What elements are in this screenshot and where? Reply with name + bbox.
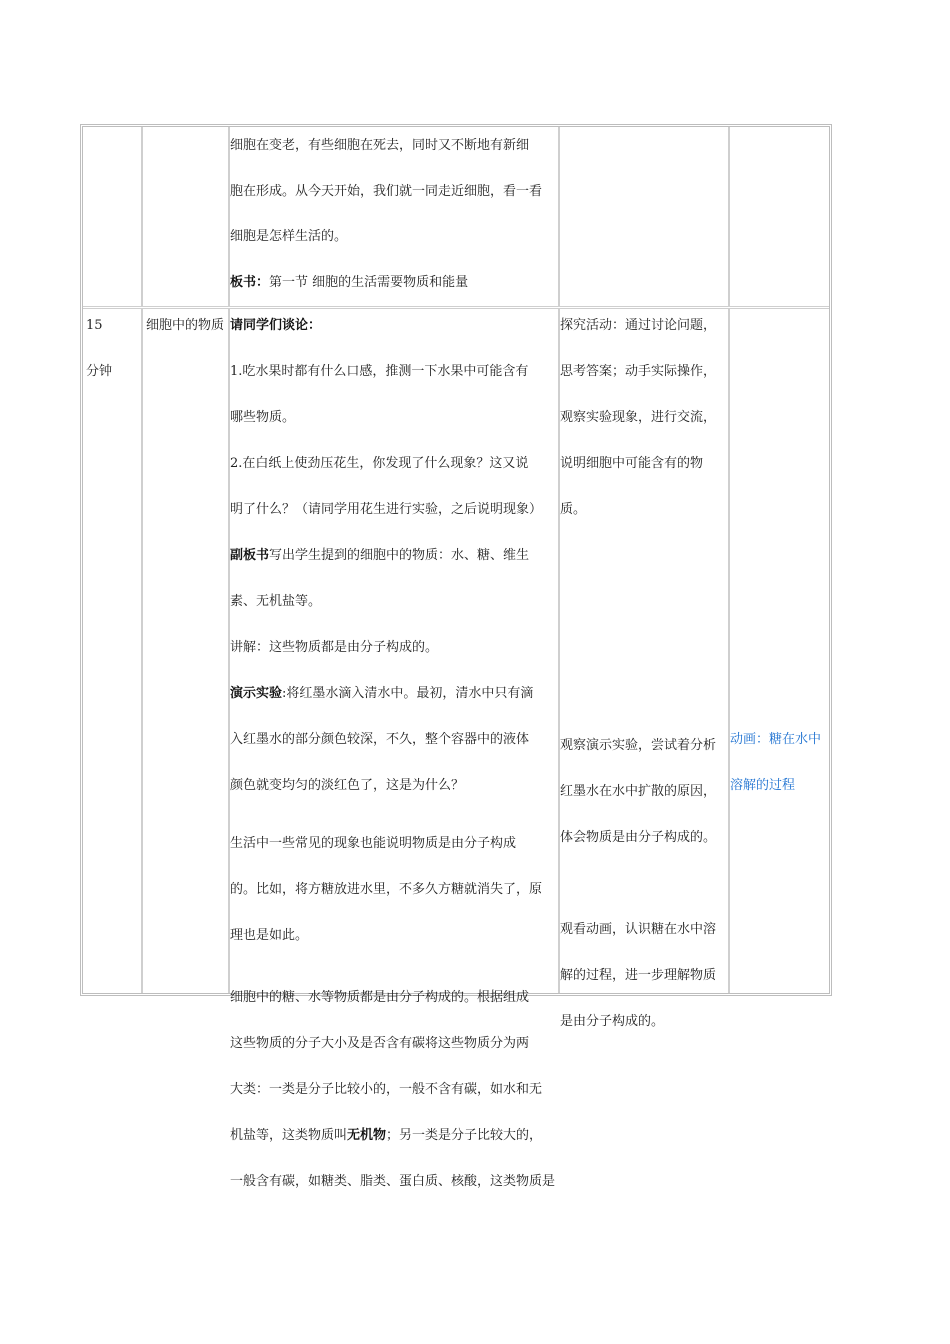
inorganic-line (230, 1127, 542, 1145)
explain-line: 讲解：这些物质都是由分子构成的。 (230, 640, 439, 655)
discuss-heading (230, 317, 321, 335)
inorganic-pre: 机盐等，这类物质叫 (230, 1128, 348, 1143)
table-row (83, 127, 829, 309)
content-line: 2.在白纸上使劲压花生，你发现了什么现象？这又说 (230, 456, 529, 471)
student-line: 红墨水在水中扩散的原因， (560, 784, 717, 799)
content-line: 的。比如，将方糖放进水里，不多久方糖就消失了，原 (230, 882, 543, 897)
table-row (83, 309, 829, 1189)
content-line: 理也是如此。 (230, 928, 309, 943)
student-line: 观察实验现象，进行交流， (560, 410, 717, 425)
board-line (230, 274, 468, 292)
topic-cell (143, 127, 230, 306)
student-line: 观看动画，认识糖在水中溶 (560, 922, 717, 937)
inorganic-post: ；另一类是分子比较大的， (386, 1128, 543, 1143)
content-line: 入红墨水的部分颜色较深，不久，整个容器中的液体 (230, 732, 530, 747)
board-text: 第一节 细胞的生活需要物质和能量 (269, 275, 469, 290)
student-line: 质。 (560, 502, 587, 517)
media-link[interactable]: 动画：糖在水中 (730, 732, 822, 747)
demo-line (230, 685, 533, 703)
student-cell (560, 309, 730, 1029)
content-line: 胞在形成。从今天开始，我们就一同走近细胞，看一看 (230, 184, 543, 199)
media-cell (730, 309, 829, 993)
content-line: 颜色就变均匀的淡红色了，这是为什么？ (230, 778, 465, 793)
sub-board-line (230, 547, 529, 565)
content-cell (230, 309, 560, 1189)
student-cell (560, 127, 730, 306)
time-cell (83, 309, 143, 993)
content-line: 大类：一类是分子比较小的，一般不含有碳，如水和无 (230, 1082, 543, 1097)
content-line: 明了什么？（请同学用花生进行实验，之后说明现象） (230, 502, 543, 517)
content-line: 一般含有碳，如糖类、脂类、蛋白质、核酸，这类物质是 (230, 1174, 556, 1189)
student-line: 解的过程，进一步理解物质 (560, 968, 717, 983)
time-value: 15 (86, 318, 103, 333)
board-label: 板书： (230, 275, 270, 290)
content-line: 素、无机盐等。 (230, 594, 322, 609)
student-line: 思考答案；动手实际操作， (560, 364, 717, 379)
content-line: 哪些物质。 (230, 410, 296, 425)
student-line: 体会物质是由分子构成的。 (560, 830, 717, 845)
media-cell (730, 127, 829, 306)
sub-board-label: 副板书 (230, 548, 270, 563)
student-line: 观察演示实验，尝试着分析 (560, 738, 717, 753)
student-line: 说明细胞中可能含有的物 (560, 456, 704, 471)
time-cell (83, 127, 143, 306)
content-line: 这些物质的分子大小及是否含有碳将这些物质分为两 (230, 1036, 530, 1051)
student-line: 是由分子构成的。 (560, 1014, 665, 1029)
media-link[interactable]: 溶解的过程 (730, 778, 796, 793)
lesson-table (80, 124, 832, 1189)
inorganic-label: 无机物 (347, 1128, 387, 1143)
demo-text: :将红墨水滴入清水中。最初，清水中只有滴 (282, 686, 534, 701)
topic-cell (143, 309, 230, 993)
discuss-label: 请同学们谈论： (230, 318, 322, 333)
student-line: 探究活动：通过讨论问题， (560, 318, 717, 333)
time-unit: 分钟 (86, 364, 113, 379)
content-line: 生活中一些常见的现象也能说明物质是由分子构成 (230, 836, 517, 851)
topic-text: 细胞中的物质 (146, 318, 225, 333)
content-line: 细胞是怎样生活的。 (230, 229, 348, 244)
content-cell (230, 127, 560, 306)
demo-label: 演示实验 (230, 686, 283, 701)
content-line: 细胞在变老，有些细胞在死去，同时又不断地有新细 (230, 138, 530, 153)
sub-board-text: 写出学生提到的细胞中的物质：水、糖、维生 (269, 548, 530, 563)
content-line: 细胞中的糖、水等物质都是由分子构成的。根据组成 (230, 990, 530, 1005)
content-line: 1.吃水果时都有什么口感，推测一下水果中可能含有 (230, 364, 529, 379)
